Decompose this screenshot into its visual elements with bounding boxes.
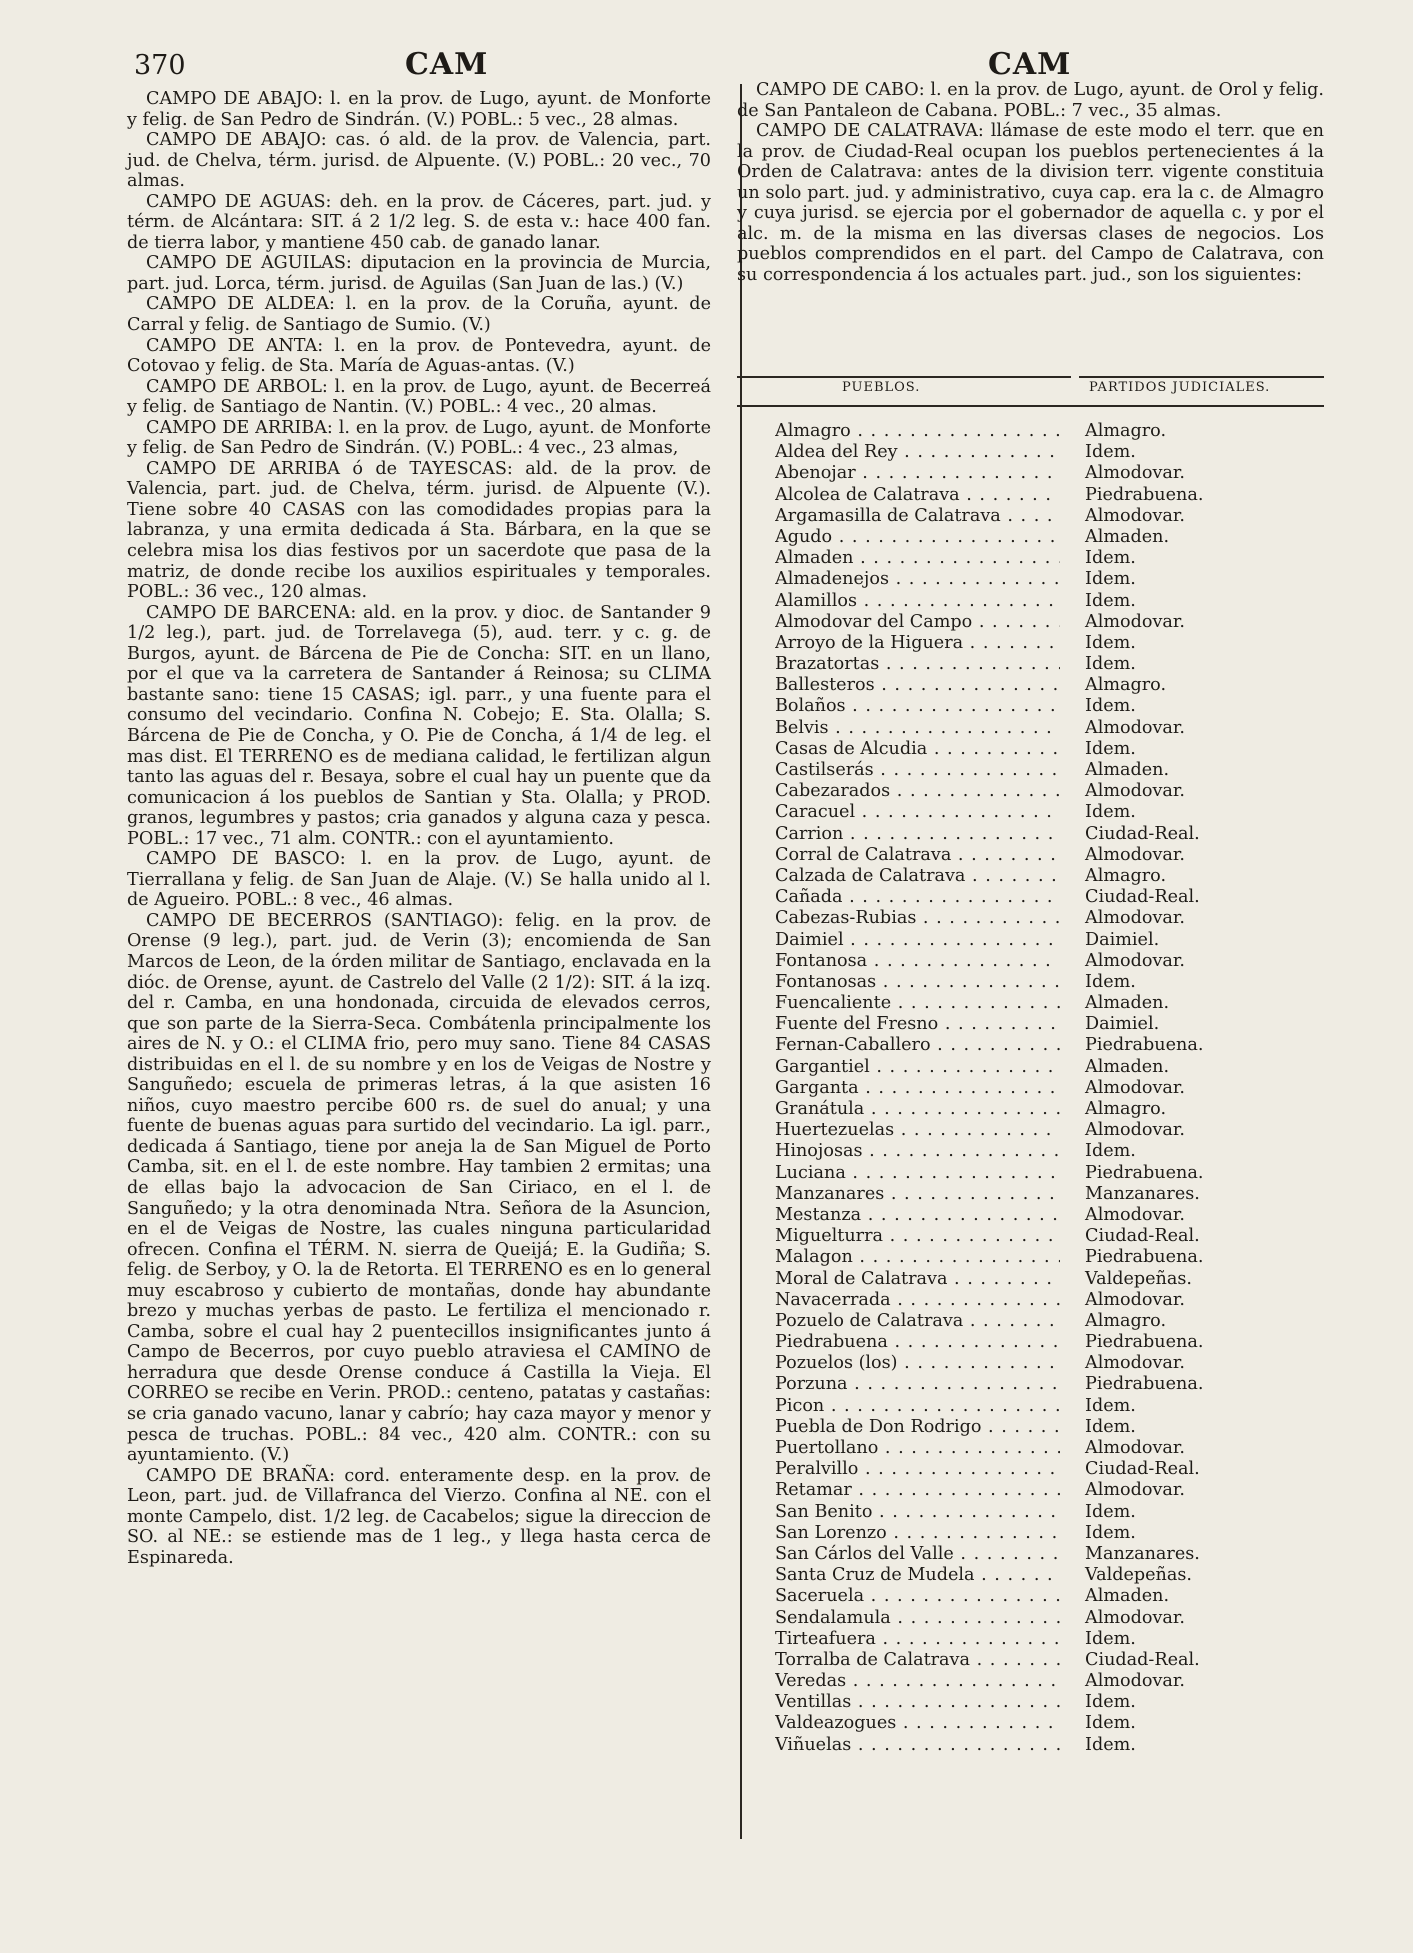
pueblo-name: Porzuna . . . bbox=[775, 1374, 1060, 1395]
entry-paragraph: CAMPO DE ABAJO: cas. ó ald. de la prov. de Valencia, part. jud. de Chelva, térm. jurisd. de Alpuente. (V.) POBL.: 20 vec., 70 almas. bbox=[127, 130, 711, 192]
entry-paragraph: CAMPO DE ARRIBA: l. en la prov. de Lugo, ayunt. de Monforte y felig. de San Pedro de Sindrán. (V.) POBL.: 4 vec., 23 almas, bbox=[127, 417, 711, 459]
pueblo-name: Carrion . . . bbox=[775, 824, 1060, 845]
pueblo-name: Veredas . . . bbox=[775, 1671, 1060, 1692]
table-row bbox=[775, 1671, 1324, 1692]
table-row bbox=[775, 1269, 1324, 1290]
table-row bbox=[775, 1141, 1324, 1162]
running-head-left: CAM bbox=[405, 47, 489, 82]
table-row bbox=[775, 781, 1324, 802]
partido-judicial: Idem. bbox=[1085, 632, 1136, 653]
entry-paragraph: CAMPO DE ARRIBA ó de TAYESCAS: ald. de la prov. de Valencia, part. jud. de Chelva, térm. jurisd. de Alpuente (V.). Tiene sobre 40 CASAS con las comodidades propias para la labranza, y una ermita dedicada á Sta. Bárbara, en la que se celebra misa los dias festivos por un sacerdote que pasa de la matriz, de donde recibe los auxilios espirituales y temporales. POBL.: 36 vec., 120 almas. bbox=[127, 458, 711, 603]
pueblo-name: Peralvillo . . . bbox=[775, 1459, 1060, 1480]
table-row bbox=[775, 1311, 1324, 1332]
table-row bbox=[775, 1099, 1324, 1120]
table-row bbox=[775, 845, 1324, 866]
entry-paragraph: CAMPO DE ANTA: l. en la prov. de Pontevedra, ayunt. de Cotovao y felig. de Sta. María de Aguas-antas. (V.) bbox=[127, 335, 711, 377]
table-row bbox=[775, 718, 1324, 739]
table-row bbox=[775, 824, 1324, 845]
pueblo-name: Pozuelos (los) . . . bbox=[775, 1353, 1060, 1374]
pueblo-name: Retamar . . . bbox=[775, 1480, 1060, 1501]
table-row bbox=[775, 1014, 1324, 1035]
partido-judicial: Idem. bbox=[1085, 1395, 1136, 1416]
partido-judicial: Almodovar. bbox=[1085, 950, 1185, 971]
partido-judicial: Idem. bbox=[1085, 1692, 1136, 1713]
table-row bbox=[775, 1247, 1324, 1268]
partido-judicial: Idem. bbox=[1085, 590, 1136, 611]
pueblo-name: Huertezuelas . . . bbox=[775, 1120, 1060, 1141]
table-row bbox=[775, 1608, 1324, 1629]
table-row bbox=[775, 1586, 1324, 1607]
pueblo-name: San Cárlos del Valle . . . bbox=[775, 1544, 1060, 1565]
partido-judicial: Ciudad-Real. bbox=[1085, 823, 1200, 844]
partido-judicial: Valdepeñas. bbox=[1085, 1565, 1192, 1586]
pueblo-name: Piedrabuena . . . bbox=[775, 1332, 1060, 1353]
pueblo-name: Fuencaliente . . . bbox=[775, 993, 1060, 1014]
partido-judicial: Idem. bbox=[1085, 1522, 1136, 1543]
pueblo-name: Picon . . . bbox=[775, 1396, 1060, 1417]
partido-judicial: Almodovar. bbox=[1085, 1607, 1185, 1628]
partido-judicial: Piedrabuena. bbox=[1085, 1162, 1204, 1183]
partido-judicial: Almagro. bbox=[1085, 421, 1167, 441]
entry-paragraph: CAMPO DE BASCO: l. en la prov. de Lugo, ayunt. de Tierrallana y felig. de San Juan de Alaje. (V.) Se halla unido al l. de Agueiro. POBL.: 8 vec., 46 almas. bbox=[127, 849, 711, 911]
table-row bbox=[775, 1353, 1324, 1374]
pueblo-name: Belvis . . . bbox=[775, 718, 1060, 739]
pueblo-name: Puertollano . . . bbox=[775, 1438, 1060, 1459]
partido-judicial: Almodovar. bbox=[1085, 463, 1185, 484]
partido-judicial: Idem. bbox=[1085, 569, 1136, 590]
table-row bbox=[775, 802, 1324, 823]
table-row bbox=[775, 506, 1324, 527]
column-header-partidos: PARTIDOS JUDICIALES. bbox=[1089, 380, 1271, 395]
pueblo-name: Cabezas-Rubias . . . bbox=[775, 908, 1060, 929]
pueblo-name: Navacerrada . . . bbox=[775, 1290, 1060, 1311]
table-row bbox=[775, 612, 1324, 633]
pueblo-name: Fontanosa . . . bbox=[775, 951, 1060, 972]
partido-judicial: Almodovar. bbox=[1085, 844, 1185, 865]
entry-paragraph: CAMPO DE BRAÑA: cord. enteramente desp. en la prov. de Leon, part. jud. de Villafranca del Vierzo. Confina al NE. con el monte Campelo, dist. 1/2 leg. de Cacabelos; sigue la direccion de SO. al NE.: se estiende mas de 1 leg., y llega hasta cerca de Espinareda. bbox=[127, 1465, 711, 1568]
table-row bbox=[775, 485, 1324, 506]
partido-judicial: Almaden. bbox=[1085, 1586, 1170, 1607]
partido-judicial: Idem. bbox=[1085, 1734, 1136, 1755]
header-rule bbox=[737, 376, 1071, 378]
table-row bbox=[775, 1502, 1324, 1523]
pueblo-name: Granátula . . . bbox=[775, 1099, 1060, 1120]
partido-judicial: Piedrabuena. bbox=[1085, 1374, 1204, 1395]
pueblo-name: Saceruela . . . bbox=[775, 1586, 1060, 1607]
pueblo-name: Hinojosas . . . bbox=[775, 1141, 1060, 1162]
table-row bbox=[775, 866, 1324, 887]
pueblo-name: Alcolea de Calatrava . . . bbox=[775, 485, 1060, 506]
table-row bbox=[775, 591, 1324, 612]
pueblo-name: Casas de Alcudia . . . bbox=[775, 739, 1060, 760]
table-row bbox=[775, 1438, 1324, 1459]
pueblo-name: Torralba de Calatrava . . . bbox=[775, 1650, 1060, 1671]
table-row bbox=[775, 1163, 1324, 1184]
entry-paragraph: CAMPO DE ABAJO: l. en la prov. de Lugo, ayunt. de Monforte y felig. de San Pedro de Sindrán. (V.) POBL.: 5 vec., 28 almas. bbox=[127, 89, 711, 130]
pueblo-name: Agudo . . . bbox=[775, 527, 1060, 548]
partido-judicial: Ciudad-Real. bbox=[1085, 1459, 1200, 1480]
partido-judicial: Almodovar. bbox=[1085, 1480, 1185, 1501]
right-column bbox=[737, 80, 1324, 285]
pueblo-name: Argamasilla de Calatrava . . . bbox=[775, 506, 1060, 527]
table-header bbox=[737, 376, 1324, 406]
pueblo-name: Cañada . . . bbox=[775, 887, 1060, 908]
partido-judicial: Idem. bbox=[1085, 971, 1136, 992]
partido-judicial: Almagro. bbox=[1085, 865, 1167, 886]
table-row bbox=[775, 739, 1324, 760]
partido-judicial: Ciudad-Real. bbox=[1085, 1226, 1200, 1247]
pueblo-name: Almagro . . . bbox=[775, 421, 1060, 442]
table-row bbox=[775, 1396, 1324, 1417]
partido-judicial: Idem. bbox=[1085, 548, 1136, 569]
table-row bbox=[775, 696, 1324, 717]
pueblo-name: Calzada de Calatrava . . . bbox=[775, 866, 1060, 887]
table-row bbox=[775, 1205, 1324, 1226]
partido-judicial: Daimiel. bbox=[1085, 929, 1160, 950]
pueblo-name: Puebla de Don Rodrigo . . . bbox=[775, 1417, 1060, 1438]
entry-paragraph: CAMPO DE CABO: l. en la prov. de Lugo, ayunt. de Orol y felig. de San Pantaleon de Cabana. POBL.: 7 vec., 35 almas. bbox=[737, 80, 1324, 121]
partido-judicial: Almagro. bbox=[1085, 1099, 1167, 1119]
pueblo-name: Malagon . . . bbox=[775, 1247, 1060, 1268]
table-row bbox=[775, 527, 1324, 548]
table-row bbox=[775, 1057, 1324, 1078]
pueblo-name: Aldea del Rey . . . bbox=[775, 442, 1060, 463]
partido-judicial: Ciudad-Real. bbox=[1085, 1649, 1200, 1670]
partido-judicial: Almaden. bbox=[1085, 993, 1170, 1014]
partido-judicial: Piedrabuena. bbox=[1085, 1035, 1204, 1056]
table-row bbox=[775, 1565, 1324, 1586]
column-divider bbox=[740, 84, 742, 1839]
table-row bbox=[775, 1735, 1324, 1756]
partido-judicial: Manzanares. bbox=[1085, 1543, 1200, 1564]
table-row bbox=[775, 1035, 1324, 1056]
table-row bbox=[775, 1078, 1324, 1099]
table-row bbox=[775, 421, 1324, 442]
table-row bbox=[775, 654, 1324, 675]
partido-judicial: Piedrabuena. bbox=[1085, 1247, 1204, 1268]
pueblo-name: Tirteafuera . . . bbox=[775, 1629, 1060, 1650]
table-row bbox=[775, 1480, 1324, 1501]
table-row bbox=[775, 548, 1324, 569]
pueblo-name: Pozuelo de Calatrava . . . bbox=[775, 1311, 1060, 1332]
pueblo-name: Abenojar . . . bbox=[775, 463, 1060, 484]
table-row bbox=[775, 569, 1324, 590]
partido-judicial: Almodovar. bbox=[1085, 781, 1185, 802]
left-column bbox=[127, 89, 711, 1568]
table-row bbox=[775, 930, 1324, 951]
partido-judicial: Almodovar. bbox=[1085, 717, 1185, 738]
partido-judicial: Almodovar. bbox=[1085, 1077, 1185, 1098]
entry-paragraph: CAMPO DE BARCENA: ald. en la prov. y dioc. de Santander 9 1/2 leg.), part. jud. de Torrelavega (5), aud. terr. y c. g. de Burgos, ayunt. de Bárcena de Pie de Concha: SIT. en un llano, por el que va la carretera de Santander á Reinosa; su CLIMA bastante sano: tiene 15 CASAS; igl. parr., y una fuente para el consumo del vecindario. Confina N. Cobejo; E. Sta. Olalla; S. Bárcena de Pie de Concha, y O. Pie de Concha, á 1/4 de leg. el mas dist. El TERRENO es de mediana calidad, le fertilizan algun tanto las aguas del r. Besaya, sobre el cual hay un puente que da comunicacion á los pueblos de Santian y Sta. Olalla; y PROD. granos, legumbres y pastos; cria ganados y alguna caza y pesca. POBL.: 17 vec., 71 alm. CONTR.: con el ayuntamiento. bbox=[127, 602, 711, 849]
page-number: 370 bbox=[134, 50, 186, 81]
table-row bbox=[775, 760, 1324, 781]
pueblo-name: Castilserás . . . bbox=[775, 760, 1060, 781]
pueblo-name: Ventillas . . . bbox=[775, 1692, 1060, 1713]
table-row bbox=[775, 908, 1324, 929]
pueblo-name: Moral de Calatrava . . . bbox=[775, 1269, 1060, 1290]
pueblo-name: Manzanares . . . bbox=[775, 1184, 1060, 1205]
partido-judicial: Almagro. bbox=[1085, 675, 1167, 696]
pueblo-name: Garganta . . . bbox=[775, 1078, 1060, 1099]
entry-paragraph: CAMPO DE AGUAS: deh. en la prov. de Cáceres, part. jud. y térm. de Alcántara: SIT. á 2 1/2 leg. S. de esta v.: hace 400 fan. de tierra labor, y mantiene 450 cab. de ganado lanar. bbox=[127, 191, 711, 253]
partido-judicial: Idem. bbox=[1085, 1628, 1136, 1649]
pueblo-name: Fernan-Caballero . . . bbox=[775, 1035, 1060, 1056]
partido-judicial: Idem. bbox=[1085, 696, 1136, 717]
pueblo-name: Sendalamula . . . bbox=[775, 1608, 1060, 1629]
entry-paragraph: CAMPO DE BECERROS (SANTIAGO): felig. en la prov. de Orense (9 leg.), part. jud. de Verin (3); encomienda de San Marcos de Leon, de la órden militar de Santiago, enclavada en la dióc. de Orense, ayunt. de Castrelo del Valle (2 1/2): SIT. á la izq. del r. Camba, en una hondonada, circuida de elevados cerros, que son parte de la Sierra-Seca. Combátenla principalmente los aires de N. y O.: el CLIMA frio, pero muy sano. Tiene 84 CASAS distribuidas en el l. de su nombre y en los de Veigas de Nostre y Sanguñedo; escuela de primeras letras, á la que asisten 16 niños, cuyo maestro percibe 600 rs. de suel do anual; y una fuente de buenas aguas para surtido del vecindario. La igl. parr., dedicada á Santiago, tiene por aneja la de San Miguel de Porto Camba, sit. en el l. de este nombre. Hay tambien 2 ermitas; una de ellas bajo la advocacion de San Ciriaco, en el l. de Sanguñedo; y la otra denominada Ntra. Señora de la Asuncion, en el de Veigas de Nostre, las cuales ninguna particularidad ofrecen. Confina el TÉRM. N. sierra de Queijá; E. la Gudiña; S. felig. de Serboy, y O. la de Retorta. El TERRENO es en lo general muy escabroso y cubierto de montañas, donde hay abundante brezo y muchas yerbas de pasto. Le fertiliza el mencionado r. Camba, sobre el cual hay 2 puentecillos insignificantes junto á Campo de Becerros, por cuyo pueblo atraviesa el CAMINO de herradura que desde Orense conduce á Castilla la Vieja. El CORREO se recibe en Verin. PROD.: centeno, patatas y castañas: se cria ganado vacuno, lanar y cabrío; hay caza mayor y menor y pesca de truchas. POBL.: 84 vec., 420 alm. CONTR.: con su ayuntamiento. (V.) bbox=[127, 910, 711, 1466]
table-row bbox=[775, 1459, 1324, 1480]
partido-judicial: Idem. bbox=[1085, 738, 1136, 759]
pueblo-name: Almaden . . . bbox=[775, 548, 1060, 569]
table-row bbox=[775, 442, 1324, 463]
running-head-right: CAM bbox=[988, 47, 1072, 82]
pueblo-name: Miguelturra . . . bbox=[775, 1226, 1060, 1247]
pueblo-name: Ballesteros . . . bbox=[775, 675, 1060, 696]
pueblo-name: Fuente del Fresno . . . bbox=[775, 1014, 1060, 1035]
partido-judicial: Almodovar. bbox=[1085, 1120, 1185, 1141]
pueblo-name: Arroyo de la Higuera . . . bbox=[775, 633, 1060, 654]
pueblos-table bbox=[775, 421, 1324, 1756]
partido-judicial: Almodovar. bbox=[1085, 505, 1185, 526]
partido-judicial: Idem. bbox=[1085, 1141, 1136, 1162]
pueblo-name: Santa Cruz de Mudela . . . bbox=[775, 1565, 1060, 1586]
table-row bbox=[775, 1226, 1324, 1247]
pueblo-name: Cabezarados . . . bbox=[775, 781, 1060, 802]
partido-judicial: Piedrabuena. bbox=[1085, 484, 1204, 505]
partido-judicial: Valdepeñas. bbox=[1085, 1268, 1192, 1289]
header-rule bbox=[737, 405, 1324, 407]
partido-judicial: Almaden. bbox=[1085, 760, 1170, 780]
table-row bbox=[775, 1374, 1324, 1395]
table-row bbox=[775, 1650, 1324, 1671]
table-row bbox=[775, 951, 1324, 972]
partido-judicial: Almodovar. bbox=[1085, 1289, 1185, 1310]
table-row bbox=[775, 1290, 1324, 1311]
partido-judicial: Almagro. bbox=[1085, 1310, 1167, 1331]
partido-judicial: Idem. bbox=[1085, 654, 1136, 675]
pueblo-name: Viñuelas . . . bbox=[775, 1735, 1060, 1756]
pueblo-name: Gargantiel . . . bbox=[775, 1057, 1060, 1078]
partido-judicial: Idem. bbox=[1085, 1713, 1136, 1734]
table-row bbox=[775, 633, 1324, 654]
partido-judicial: Ciudad-Real. bbox=[1085, 887, 1200, 908]
partido-judicial: Almaden. bbox=[1085, 1056, 1170, 1077]
pueblo-name: Alamillos . . . bbox=[775, 591, 1060, 612]
table-row bbox=[775, 993, 1324, 1014]
partido-judicial: Almodovar. bbox=[1085, 611, 1185, 632]
partido-judicial: Piedrabuena. bbox=[1085, 1332, 1204, 1353]
table-row bbox=[775, 675, 1324, 696]
partido-judicial: Almodovar. bbox=[1085, 1353, 1185, 1374]
pueblo-name: Bolaños . . . bbox=[775, 696, 1060, 717]
table-row bbox=[775, 887, 1324, 908]
pueblo-name: Daimiel . . . bbox=[775, 930, 1060, 951]
entry-paragraph: CAMPO DE AGUILAS: diputacion en la provincia de Murcia, part. jud. Lorca, térm. jurisd. de Aguilas (San Juan de las.) (V.) bbox=[127, 253, 711, 294]
pueblo-name: Valdeazogues . . . bbox=[775, 1713, 1060, 1734]
entry-paragraph: CAMPO DE ARBOL: l. en la prov. de Lugo, ayunt. de Becerreá y felig. de Santiago de Nantin. (V.) POBL.: 4 vec., 20 almas. bbox=[127, 376, 711, 418]
table-row bbox=[775, 1629, 1324, 1650]
partido-judicial: Idem. bbox=[1085, 802, 1136, 823]
entry-paragraph: CAMPO DE CALATRAVA: llámase de este modo el terr. que en la prov. de Ciudad-Real ocupan los pueblos pertenecientes á la Orden de Calatrava: antes de la division terr. vigente constituia un solo part. jud. y administrativo, cuya cap. era la c. de Almagro y cuya jurisd. se ejercia por el gobernador de aquella c. y por el alc. m. de la misma en las diversas clases de negocios. Los pueblos comprendidos en el part. del Campo de Calatrava, con su correspondencia á los actuales part. jud., son los siguientes: bbox=[737, 121, 1324, 285]
table-row bbox=[775, 972, 1324, 993]
pueblo-name: Corral de Calatrava . . . bbox=[775, 845, 1060, 866]
pueblo-name: Caracuel . . . bbox=[775, 802, 1060, 823]
partido-judicial: Almodovar. bbox=[1085, 1671, 1185, 1692]
partido-judicial: Daimiel. bbox=[1085, 1014, 1160, 1035]
pueblo-name: Brazatortas . . . bbox=[775, 654, 1060, 675]
entry-paragraph: CAMPO DE ALDEA: l. en la prov. de la Coruña, ayunt. de Carral y felig. de Santiago de Sumio. (V.) bbox=[127, 294, 711, 336]
pueblo-name: Mestanza . . . bbox=[775, 1205, 1060, 1226]
partido-judicial: Almodovar. bbox=[1085, 1438, 1185, 1458]
table-row bbox=[775, 1120, 1324, 1141]
header-rule bbox=[1079, 376, 1324, 378]
partido-judicial: Idem. bbox=[1085, 442, 1136, 463]
pueblo-name: Luciana . . . bbox=[775, 1163, 1060, 1184]
partido-judicial: Idem. bbox=[1085, 1501, 1136, 1522]
column-header-pueblos: PUEBLOS. bbox=[842, 380, 921, 395]
table-row bbox=[775, 463, 1324, 484]
table-row bbox=[775, 1523, 1324, 1544]
table-row bbox=[775, 1417, 1324, 1438]
table-row bbox=[775, 1332, 1324, 1353]
table-row bbox=[775, 1184, 1324, 1205]
partido-judicial: Almodovar. bbox=[1085, 908, 1185, 929]
table-row bbox=[775, 1544, 1324, 1565]
pueblo-name: Fontanosas . . . bbox=[775, 972, 1060, 993]
pueblo-name: San Benito . . . bbox=[775, 1502, 1060, 1523]
partido-judicial: Almaden. bbox=[1085, 526, 1170, 547]
partido-judicial: Idem. bbox=[1085, 1416, 1136, 1437]
table-row bbox=[775, 1713, 1324, 1734]
partido-judicial: Almodovar. bbox=[1085, 1204, 1185, 1225]
pueblo-name: Almadenejos . . . bbox=[775, 569, 1060, 590]
pueblo-name: Almodovar del Campo . . . bbox=[775, 612, 1060, 633]
partido-judicial: Manzanares. bbox=[1085, 1183, 1200, 1204]
pueblo-name: San Lorenzo . . . bbox=[775, 1523, 1060, 1544]
table-row bbox=[775, 1692, 1324, 1713]
